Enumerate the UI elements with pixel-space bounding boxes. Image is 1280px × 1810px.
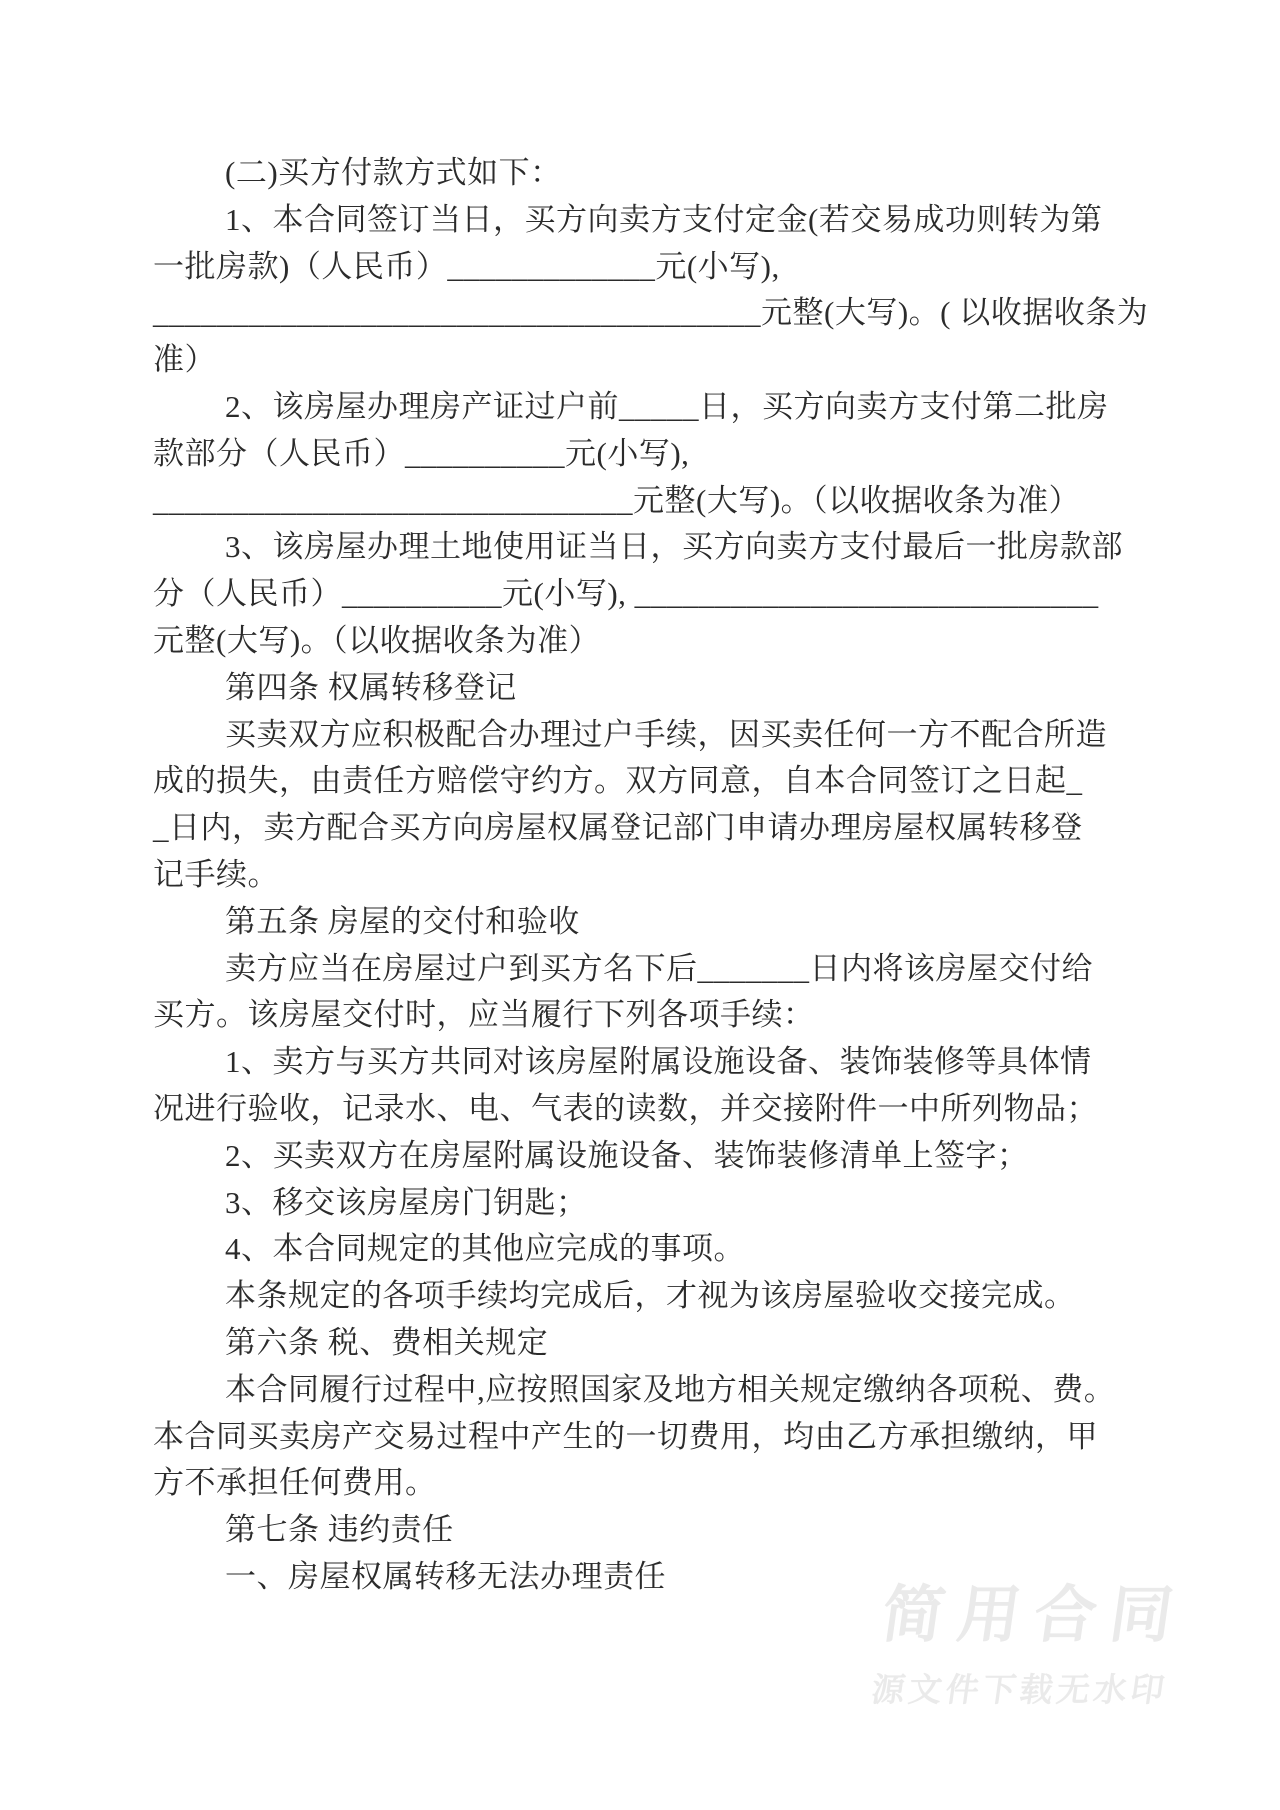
- contract-line: ______________________________________元整(大写)。( 以收据收条为: [153, 295, 1149, 331]
- contract-line: 记手续。: [153, 856, 279, 892]
- watermark-subtitle: 源文件下载无水印: [869, 1671, 1171, 1708]
- contract-line: 买卖双方应积极配合办理过户手续，因买卖任何一方不配合所造: [225, 716, 1107, 752]
- contract-line: 一批房款)（人民币）_____________元(小写),: [153, 248, 780, 284]
- contract-line: 卖方应当在房屋过户到买方名下后_______日内将该房屋交付给: [225, 950, 1093, 986]
- contract-line: _日内，卖方配合买方向房屋权属登记部门申请办理房屋权属转移登: [153, 810, 1083, 846]
- contract-line: 元整(大写)。（以收据收条为准）: [153, 622, 601, 658]
- contract-line: 成的损失，由责任方赔偿守约方。双方同意，自本合同签订之日起_: [153, 763, 1083, 799]
- contract-line: 准）: [153, 342, 216, 378]
- contract-clause-heading: 第五条 房屋的交付和验收: [225, 903, 580, 939]
- contract-text-block: [153, 150, 1149, 1601]
- watermark-title: 简用合同: [877, 1581, 1192, 1650]
- contract-line: 3、该房屋办理土地使用证当日，买方向卖方支付最后一批房款部: [225, 529, 1123, 565]
- contract-line: 4、本合同规定的其他应完成的事项。: [225, 1231, 745, 1267]
- contract-line: 况进行验收，记录水、电、气表的读数，并交接附件一中所列物品；: [153, 1090, 1098, 1126]
- contract-line: ______________________________元整(大写)。（以收据收条为准）: [153, 482, 1081, 518]
- contract-line: (二)买方付款方式如下：: [225, 155, 562, 190]
- contract-line: 2、买卖双方在房屋附属设施设备、装饰装修清单上签字；: [225, 1137, 1029, 1173]
- watermark: [869, 1581, 1226, 1708]
- contract-clause-heading: 第六条 税、费相关规定: [225, 1324, 549, 1360]
- contract-line: 款部分（人民币）__________元(小写),: [153, 435, 690, 471]
- contract-line: 2、该房屋办理房产证过户前_____日，买方向卖方支付第二批房: [225, 388, 1109, 424]
- contract-clause-heading: 第七条 违约责任: [225, 1512, 454, 1548]
- contract-line: 买方。该房屋交付时，应当履行下列各项手续：: [153, 997, 815, 1033]
- contract-line: 本合同履行过程中,应按照国家及地方相关规定缴纳各项税、费。: [225, 1371, 1116, 1407]
- contract-line: 1、本合同签订当日，买方向卖方支付定金(若交易成功则转为第: [225, 201, 1103, 237]
- contract-line: 本条规定的各项手续均完成后，才视为该房屋验收交接完成。: [225, 1278, 1076, 1314]
- contract-line: 3、移交该房屋房门钥匙；: [225, 1184, 588, 1220]
- contract-clause-heading: 第四条 权属转移登记: [225, 669, 517, 705]
- contract-line: 一、房屋权属转移无法办理责任: [225, 1558, 666, 1594]
- contract-line: 1、卖方与买方共同对该房屋附属设施设备、装饰装修等具体情: [225, 1044, 1092, 1080]
- contract-line: 分（人民币）__________元(小写), _____________________________: [153, 576, 1099, 612]
- contract-line: 本合同买卖房产交易过程中产生的一切费用，均由乙方承担缴纳，甲: [153, 1418, 1098, 1454]
- contract-line: 方不承担任何费用。: [153, 1465, 437, 1501]
